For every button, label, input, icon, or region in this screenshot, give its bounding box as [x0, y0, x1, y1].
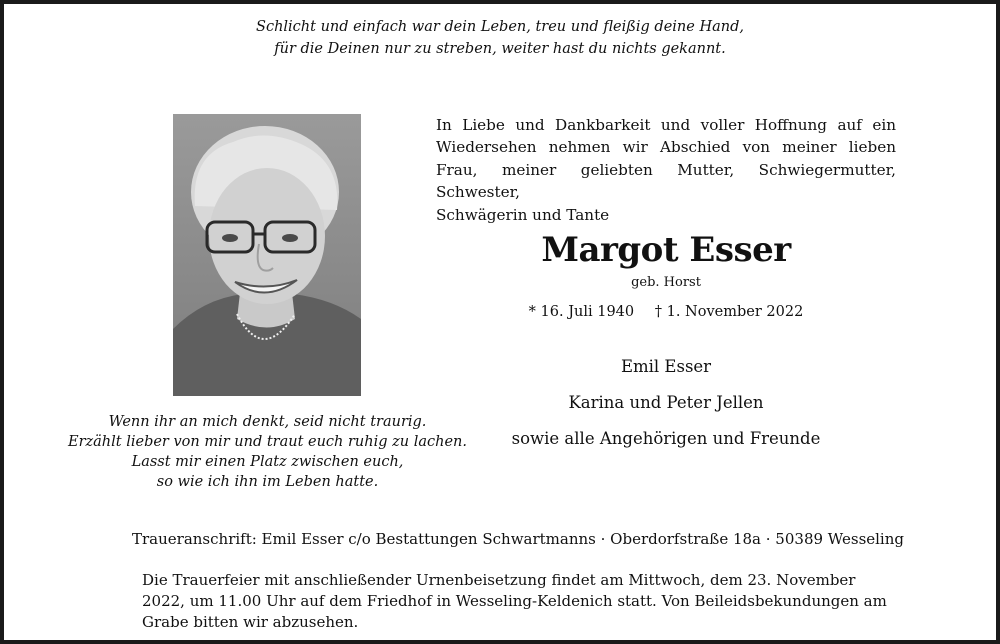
birth-date: * 16. Juli 1940 [528, 304, 635, 320]
deceased-name: Margot Esser [541, 230, 791, 270]
top-verse-line-2: für die Deinen nur zu streben, weiter hast du nichts gekannt. [274, 41, 726, 57]
mourner-line-1: Emil Esser [620, 357, 712, 376]
top-verse [0, 16, 1000, 60]
death-date: † 1. November 2022 [654, 304, 804, 320]
intro-main: In Liebe und Dankbarkeit und voller Hoffnung auf ein Wiedersehen nehmen wir Abschied von meiner lieben Frau, meiner geliebten Mutter, Schwiegermutter, Schwester, [436, 116, 896, 202]
mourner-line-3: sowie alle Angehörigen und Freunde [511, 429, 821, 448]
intro-last-line: Schwägerin und Tante [436, 205, 610, 224]
left-verse-line-2: Erzählt lieber von mir und traut euch ruhig zu lachen. [68, 434, 467, 450]
left-verse-line-3: Lasst mir einen Platz zwischen euch, [131, 454, 404, 470]
portrait-photo [173, 114, 361, 396]
top-verse-line-1: Schlicht und einfach war dein Leben, treu und fleißig deine Hand, [256, 19, 744, 35]
left-verse-line-1: Wenn ihr an mich denkt, seid nicht traurig. [108, 414, 427, 430]
left-verse [30, 412, 505, 492]
intro-text [436, 114, 896, 226]
funeral-info: Die Trauerfeier mit anschließender Urnenbeisetzung findet am Mittwoch, dem 23. November 2022, um 11.00 Uhr auf dem Friedhof in Wesseling-Keldenich statt. Von Beileidsbekundungen am Grabe bitten wir abzusehen. [142, 571, 887, 631]
left-verse-line-4: so wie ich ihn im Leben hatte. [156, 474, 379, 490]
mourner-line-2: Karina und Peter Jellen [568, 393, 764, 412]
birth-name: geb. Horst [631, 275, 701, 290]
mourning-address: Traueranschrift: Emil Esser c/o Bestattungen Schwartmanns · Oberdorfstraße 18a · 50389 Wesseling [132, 530, 904, 548]
life-dates [436, 302, 896, 322]
portrait-photo-illustration [173, 114, 361, 396]
